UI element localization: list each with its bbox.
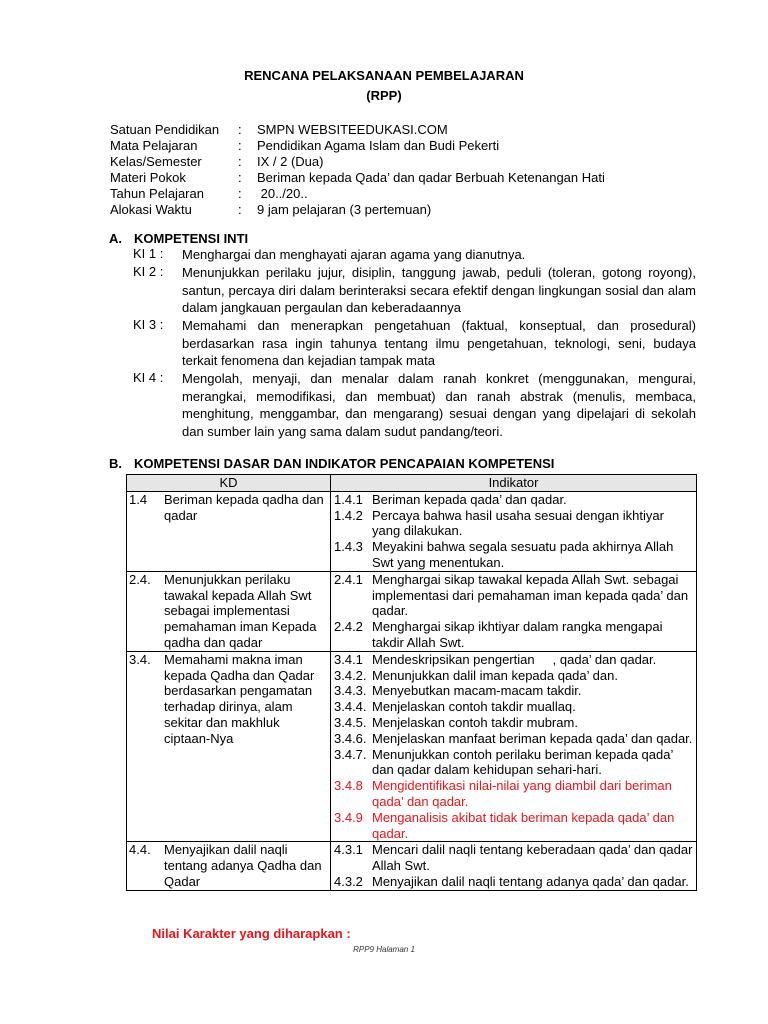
indicator-number: 1.4.1: [334, 491, 363, 507]
indicator-item: [334, 539, 693, 571]
indicator-text: Mendeskripsikan pengertian , qada’ dan qadar.: [372, 651, 657, 667]
indicator-number: 2.4.2: [334, 619, 363, 635]
kd-cell: [127, 491, 331, 571]
indicator-cell: [331, 651, 697, 842]
meta-colon: :: [238, 170, 242, 185]
kd-cell: [127, 571, 331, 651]
indicator-item: [334, 731, 693, 747]
indicator-item: [334, 619, 693, 651]
nilai-karakter-heading: Nilai Karakter yang diharapkan :: [152, 926, 351, 941]
meta-value: 9 jam pelajaran (3 pertemuan): [257, 202, 432, 217]
ki-label: KI 3 :: [133, 317, 164, 332]
ki-text: Menunjukkan perilaku jujur, disiplin, tanggung jawab, peduli (toleran, gotong royong), santun, percaya diri dalam berinteraksi secara efektif dengan lingkungan sosial dan alam dalam jangkauan pergaulan dan keberadaannya: [182, 265, 696, 316]
indicator-number: 1.4.3: [334, 539, 363, 555]
indicator-item: [334, 699, 693, 715]
ki-1: [133, 246, 696, 264]
indicator-text: Menjelaskan contoh takdir muallaq.: [372, 699, 576, 715]
indicator-text: Mencari dalil naqli tentang keberadaan qada’ dan qadar Allah Swt.: [372, 842, 693, 874]
section-letter: A.: [109, 231, 122, 246]
ki-4: [133, 370, 696, 441]
page-footer: RPP9 Halaman 1: [353, 945, 415, 954]
meta-row-satuan: [110, 122, 710, 138]
indicator-item: [334, 572, 693, 619]
section-letter: B.: [109, 456, 122, 471]
indicator-number: 3.4.3.: [334, 683, 367, 699]
column-header-kd: KD: [127, 475, 331, 492]
ki-label: KI 2 :: [133, 264, 164, 279]
meta-row-materi: [110, 170, 710, 186]
indicator-text: Menjelaskan contoh takdir mubram.: [372, 714, 578, 730]
kd-indicator-table: [126, 474, 697, 891]
indicator-number: 1.4.2: [334, 507, 363, 523]
meta-label: Alokasi Waktu: [110, 202, 192, 217]
meta-label: Tahun Pelajaran: [110, 186, 204, 201]
table-row: [127, 491, 697, 571]
ki-label: KI 4 :: [133, 370, 164, 385]
meta-row-mapel: [110, 138, 710, 154]
indicator-text: Menyebutkan macam-macam takdir.: [372, 683, 582, 699]
indicator-text: Menghargai sikap tawakal kepada Allah Swt. sebagai implementasi dari pemahaman iman kepada qada’ dan qadar.: [372, 571, 689, 619]
kd-cell: [127, 651, 331, 842]
kd-text: Beriman kepada qadha dan qadar: [164, 491, 324, 523]
ki-text: Menghargai dan menghayati ajaran agama yang dianutnya.: [182, 247, 526, 262]
ki-2: [133, 264, 696, 317]
meta-value: IX / 2 (Dua): [257, 154, 324, 169]
indicator-item: [334, 874, 693, 890]
meta-label: Kelas/Semester: [110, 154, 202, 169]
indicator-item: [334, 508, 693, 540]
indicator-text: Mengidentifikasi nilai-nilai yang diambil dari beriman qada’ dan qadar.: [372, 778, 672, 809]
indicator-number: 2.4.1: [334, 571, 363, 587]
indicator-item-highlight: [334, 778, 693, 810]
meta-value: 20../20..: [257, 186, 308, 201]
meta-colon: :: [238, 186, 242, 201]
indicator-item: [334, 683, 693, 699]
indicator-text: Menghargai sikap ikhtiyar dalam rangka mengapai takdir Allah Swt.: [372, 619, 663, 650]
indicator-text: Menyajikan dalil naqli tentang adanya qada’ dan qadar.: [372, 873, 689, 889]
meta-colon: :: [238, 122, 242, 137]
ki-text: Memahami dan menerapkan pengetahuan (faktual, konseptual, dan prosedural) berdasarkan rasa ingin tahunya tentang ilmu pengetahuan, teknologi, seni, budaya terkait fenomena dan kejadian tampak mata: [182, 318, 696, 369]
indicator-item-highlight: [334, 810, 693, 842]
indicator-item: [334, 492, 693, 508]
indicator-text: Meyakini bahwa segala sesuatu pada akhirnya Allah Swt yang menentukan.: [372, 539, 674, 570]
ki-3: [133, 317, 696, 370]
kd-cell: [127, 842, 331, 890]
ki-label: KI 1 :: [133, 246, 164, 261]
indicator-number: 3.4.6.: [334, 730, 367, 746]
document-subtitle: (RPP): [366, 88, 402, 103]
meta-label: Materi Pokok: [110, 170, 186, 185]
section-b-heading: [109, 456, 554, 472]
indicator-number: 4.3.2: [334, 873, 363, 889]
table-row: [127, 842, 697, 890]
kd-text: Memahami makna iman kepada Qadha dan Qadar berdasarkan pengamatan terhadap dirinya, alam sekitar dan makhluk ciptaan-Nya: [164, 651, 315, 746]
indicator-number: 3.4.5.: [334, 714, 367, 730]
kd-number: 2.4.: [129, 571, 151, 587]
section-title: KOMPETENSI INTI: [134, 231, 249, 246]
identity-block: [110, 122, 710, 218]
table-row: [127, 571, 697, 651]
meta-colon: :: [238, 138, 242, 153]
meta-colon: :: [238, 154, 242, 169]
indicator-cell: [331, 491, 697, 571]
section-a-heading: [109, 231, 248, 247]
indicator-text: Percaya bahwa hasil usaha sesuai dengan ikhtiyar yang dilakukan.: [372, 507, 664, 539]
meta-row-tahun: [110, 186, 710, 202]
meta-row-alokasi: [110, 202, 710, 218]
indicator-item: [334, 715, 693, 731]
indicator-item: [334, 652, 693, 668]
indicator-item: [334, 668, 693, 684]
table-row: [127, 651, 697, 842]
kd-text: Menunjukkan perilaku tawakal kepada Allah Swt sebagai implementasi pemahaman iman Kepada qadha dan qadar: [164, 571, 317, 650]
meta-value: Pendidikan Agama Islam dan Budi Pekerti: [257, 138, 500, 153]
table-header-row: [127, 475, 697, 492]
meta-colon: :: [238, 202, 242, 217]
indicator-item: [334, 842, 693, 874]
document-title: RENCANA PELAKSANAAN PEMBELAJARAN: [244, 68, 524, 83]
indicator-cell: [331, 842, 697, 890]
meta-value: SMPN WEBSITEEDUKASI.COM: [257, 122, 448, 137]
ki-text: Mengolah, menyaji, dan menalar dalam ranah konkret (menggunakan, mengurai, merangkai, memodifikasi, dan membuat) dan ranah abstrak (menulis, membaca, menghitung, menggambar, dan mengarang) sesuai dengan yang dipelajari di sekolah dan sumber lain yang sama dalam sudut pandang/teori.: [182, 371, 696, 440]
kd-number: 1.4: [129, 491, 148, 507]
meta-label: Satuan Pendidikan: [110, 122, 220, 137]
indicator-text: Beriman kepada qada’ dan qadar.: [372, 491, 567, 507]
indicator-number: 3.4.8: [334, 778, 363, 794]
indicator-number: 3.4.2.: [334, 667, 367, 683]
kd-text: Menyajikan dalil naqli tentang adanya Qadha dan Qadar: [164, 842, 322, 889]
kd-number: 4.4.: [129, 842, 151, 858]
indicator-text: Menjelaskan manfaat beriman kepada qada’ dan qadar.: [372, 730, 693, 746]
indicator-cell: [331, 571, 697, 651]
indicator-text: Menunjukkan contoh perilaku beriman kepada qada’ dan qadar dalam kehidupan sehari-hari.: [372, 746, 673, 778]
column-header-indikator: Indikator: [331, 475, 697, 492]
indicator-text: Menganalisis akibat tidak beriman kepada qada’ dan qadar.: [372, 809, 675, 841]
meta-value: Beriman kepada Qada’ dan qadar Berbuah Ketenangan Hati: [257, 170, 605, 185]
kd-number: 3.4.: [129, 651, 151, 667]
indicator-number: 3.4.7.: [334, 746, 367, 762]
indicator-text: Menunjukkan dalil iman kepada qada’ dan.: [372, 667, 618, 683]
section-title: KOMPETENSI DASAR DAN INDIKATOR PENCAPAIAN KOMPETENSI: [134, 456, 555, 471]
meta-row-kelas: [110, 154, 710, 170]
meta-label: Mata Pelajaran: [110, 138, 198, 153]
indicator-number: 3.4.4.: [334, 699, 367, 715]
indicator-number: 3.4.1: [334, 651, 363, 667]
indicator-number: 4.3.1: [334, 842, 363, 858]
indicator-number: 3.4.9: [334, 809, 363, 825]
indicator-item: [334, 747, 693, 779]
